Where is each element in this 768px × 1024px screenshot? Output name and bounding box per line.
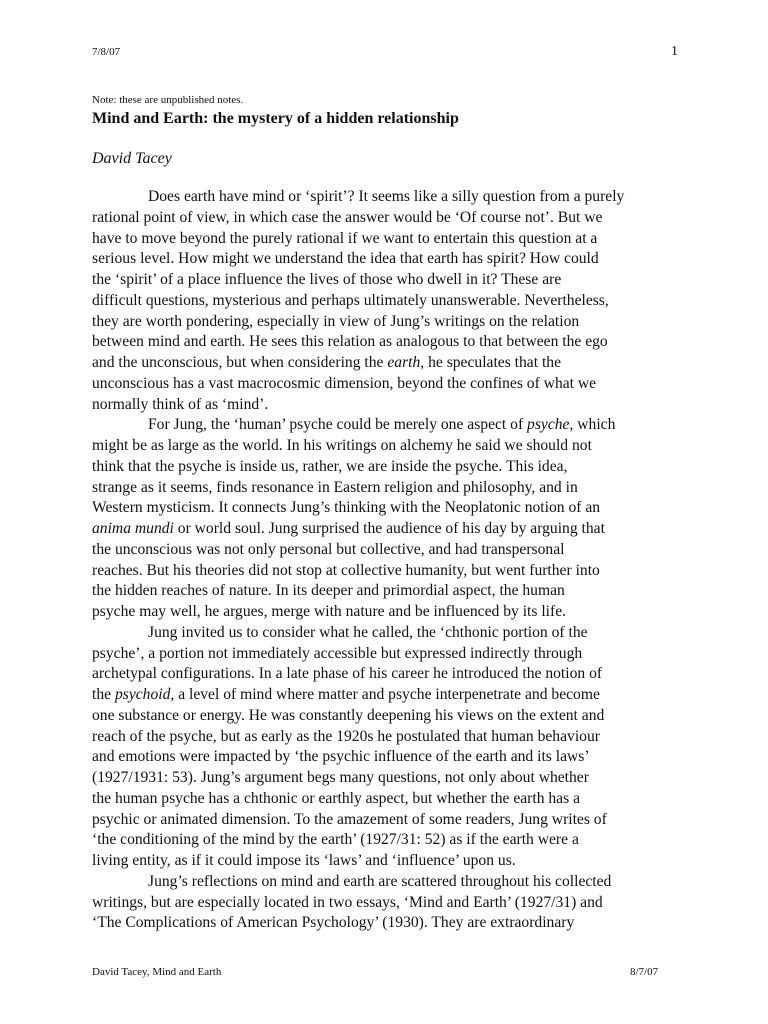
text-line xyxy=(92,291,682,312)
text-segment: , he speculates that the xyxy=(420,354,562,371)
text-segment: normally think of as ‘mind’. xyxy=(92,395,269,413)
text-segment: and the unconscious, but when considering the xyxy=(92,354,388,371)
footer-date: 8/7/07 xyxy=(630,966,659,978)
text-line xyxy=(92,249,682,270)
text-line xyxy=(92,208,682,229)
page-number: 1 xyxy=(671,44,678,59)
text-line xyxy=(92,187,682,208)
document-title: Mind and Earth: the mystery of a hidden relationship xyxy=(92,110,459,127)
text-segment: , a level of mind where matter and psyche interpenetrate and become xyxy=(170,686,600,703)
text-line xyxy=(92,229,682,250)
text-line xyxy=(92,353,682,374)
text-segment: ‘the conditioning of the mind by the earth’ (1927/31: 52) as if the earth were a xyxy=(92,831,579,849)
text-segment: the ‘spirit’ of a place influence the lives of those who dwell in it? These are xyxy=(92,271,562,288)
text-segment: ‘The Complications of American Psychology’ (1930). They are extraordinary xyxy=(92,914,575,932)
text-segment: might be as large as the world. In his writings on alchemy he said we should not xyxy=(92,437,592,454)
text-line xyxy=(92,519,682,540)
text-line xyxy=(92,561,682,582)
text-segment: difficult questions, mysterious and perhaps ultimately unanswerable. Nevertheless, xyxy=(92,291,609,309)
text-segment: psyche may well, he argues, merge with nature and be influenced by its life. xyxy=(92,603,567,620)
text-segment: they are worth pondering, especially in view of Jung’s writings on the relation xyxy=(92,312,580,330)
text-segment: think that the psyche is inside us, rather, we are inside the psyche. This idea, xyxy=(92,457,568,475)
text-line xyxy=(92,270,682,291)
author-name: David Tacey xyxy=(92,150,172,167)
text-line xyxy=(92,312,682,333)
text-segment: Jung’s reflections on mind and earth are scattered throughout his collected xyxy=(148,872,612,890)
italic-term: earth xyxy=(387,354,421,371)
text-line xyxy=(92,913,682,934)
text-segment: the unconscious was not only personal but collective, and had transpersonal xyxy=(92,540,565,558)
text-line xyxy=(92,644,682,665)
text-segment: have to move beyond the purely rational if we want to entertain this question at a xyxy=(92,229,598,247)
text-segment: unconscious has a vast macrocosmic dimension, beyond the confines of what we xyxy=(92,374,597,392)
text-segment: Jung invited us to consider what he called, the ‘chthonic portion of the xyxy=(148,623,588,641)
text-line xyxy=(92,727,682,748)
text-line xyxy=(92,830,682,851)
footer-author-title: David Tacey, Mind and Earth xyxy=(92,966,222,978)
text-line xyxy=(92,374,682,395)
text-line xyxy=(92,332,682,353)
text-segment: psyche’, a portion not immediately accessible but expressed indirectly through xyxy=(92,644,583,662)
text-segment: writings, but are especially located in two essays, ‘Mind and Earth’ (1927/31) and xyxy=(92,893,603,911)
text-line xyxy=(92,623,682,644)
text-line xyxy=(92,789,682,810)
text-segment: reach of the psyche, but as early as the 1920s he postulated that human behaviour xyxy=(92,727,600,745)
text-segment: living entity, as if it could impose its ‘laws’ and ‘influence’ upon us. xyxy=(92,852,516,869)
italic-term: psychoid xyxy=(114,686,171,703)
text-line xyxy=(92,872,682,893)
text-segment: Does earth have mind or ‘spirit’? It seems like a silly question from a purely xyxy=(148,188,625,205)
text-segment: the hidden reaches of nature. In its deeper and primordial aspect, the human xyxy=(92,582,565,600)
text-line xyxy=(92,602,682,623)
text-line xyxy=(92,395,682,416)
text-line xyxy=(92,540,682,561)
text-segment: serious level. How might we understand the idea that earth has spirit? How could xyxy=(92,250,599,268)
text-segment: reaches. But his theories did not stop at collective humanity, but went further into xyxy=(92,561,600,579)
text-line xyxy=(92,436,682,457)
text-segment: psychic or animated dimension. To the amazement of some readers, Jung writes of xyxy=(92,810,607,828)
text-line xyxy=(92,685,682,706)
text-segment: one substance or energy. He was constantly deepening his views on the extent and xyxy=(92,706,605,724)
text-segment: and emotions were impacted by ‘the psychic influence of the earth and its laws’ xyxy=(92,748,590,766)
body-text xyxy=(92,187,682,934)
text-segment: rational point of view, in which case the answer would be ‘Of course not’. But we xyxy=(92,208,603,226)
text-segment: the human psyche has a chthonic or earthly aspect, but whether the earth has a xyxy=(92,789,580,807)
text-segment: Western mysticism. It connects Jung’s thinking with the Neoplatonic notion of an xyxy=(92,499,601,517)
text-line xyxy=(92,893,682,914)
text-line xyxy=(92,457,682,478)
text-line xyxy=(92,664,682,685)
text-segment: archetypal configurations. In a late phase of his career he introduced the notion of xyxy=(92,665,603,683)
text-segment: or world soul. Jung surprised the audience of his day by arguing that xyxy=(173,520,605,537)
text-line xyxy=(92,747,682,768)
unpublished-note: Note: these are unpublished notes. xyxy=(92,94,244,106)
text-line xyxy=(92,478,682,499)
text-segment: (1927/1931: 53). Jung’s argument begs many questions, not only about whether xyxy=(92,769,589,786)
text-line xyxy=(92,810,682,831)
text-line xyxy=(92,498,682,519)
text-segment: the xyxy=(92,686,115,703)
italic-term: anima mundi xyxy=(92,520,174,537)
text-segment: , which xyxy=(569,416,616,434)
text-line xyxy=(92,581,682,602)
text-segment: between mind and earth. He sees this relation as analogous to that between the ego xyxy=(92,333,608,351)
text-line xyxy=(92,706,682,727)
text-line xyxy=(92,851,682,872)
italic-term: psyche xyxy=(527,416,570,434)
header-date: 7/8/07 xyxy=(92,46,121,58)
text-segment: strange as it seems, finds resonance in Eastern religion and philosophy, and in xyxy=(92,478,578,496)
text-line xyxy=(92,415,682,436)
text-line xyxy=(92,768,682,789)
text-segment: For Jung, the ‘human’ psyche could be merely one aspect of xyxy=(148,416,528,434)
